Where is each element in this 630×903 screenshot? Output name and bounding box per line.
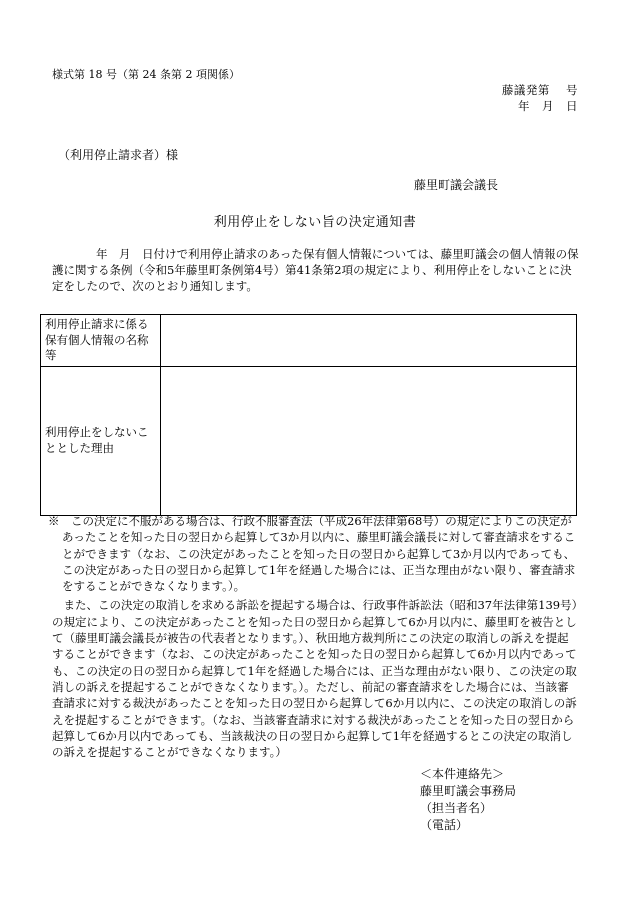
row2-label: 利用停止をしないこととした理由	[41, 366, 161, 515]
table-row	[41, 315, 577, 367]
addressee: （利用停止請求者）様	[58, 148, 179, 162]
table-row	[41, 366, 577, 515]
note-lawsuit: また、この決定の取消しを求める訴訟を提起する場合は、行政事件訴訟法（昭和37年法律第139号）の規定により、この決定があったことを知った日の翌日から起算して6か月以内に、藤里町を被告として（藤里町議会議長が被告の代表者となります。）、秋田地方裁判所にこの決定の取消しの訴えを提起することができます（なお、この決定があったことを知った日の翌日から起算して6か月以内であっても、この決定の日の翌日から起算して1年を経過した場合には、正当な理由がない限り、この決定の取消しの訴えを提起することができなくなります。）。ただし、前記の審査請求をした場合には、当該審査請求に対する裁決があったことを知った日の翌日から起算して6か月以内に、この決定の取消しの訴えを提起することができます。（なお、当該審査請求に対する裁決があったことを知った日の翌日から起算して6か月以内であっても、当該裁決の日の翌日から起算して1年を経過するとこの決定の取消しの訴えを提起することができなくなります。）	[52, 598, 578, 760]
document-title: 利用停止をしない旨の決定通知書	[213, 215, 417, 230]
form-number: 様式第 18 号（第 24 条第 2 項関係）	[52, 68, 240, 81]
contact-block	[420, 766, 516, 834]
row1-label: 利用停止請求に係る保有個人情報の名称等	[41, 315, 161, 367]
document-number: 藤議発第 号	[501, 83, 578, 97]
sender: 藤里町議会議長	[414, 178, 499, 192]
note-appeal: ※ この決定に不服がある場合は、行政不服審査法（平成26年法律第68号）の規定によりこの決定があったことを知った日の翌日から起算して3か月以内に、藤里町議会議長に対して審査請求をすることができます（なお、この決定があったことを知った日の翌日から起算して3か月以内であっても、この決定があった日の翌日から起算して1年を経過した場合には、正当な理由がない限り、審査請求をすることができなくなります。）。	[48, 514, 576, 594]
body-date-prefix: 年 月 日付けで	[96, 247, 188, 261]
contact-person: （担当者名）	[420, 801, 493, 815]
row1-value	[161, 315, 577, 367]
body-paragraph	[52, 246, 580, 294]
row2-value	[161, 366, 577, 515]
notes	[48, 513, 580, 760]
contact-phone: （電話）	[420, 818, 469, 832]
contact-office: 藤里町議会事務局	[420, 784, 517, 798]
body-text: 利用停止請求のあった保有個人情報については、藤里町議会の個人情報の保護に関する条例（令和5年藤里町条例第4号）第41条第2項の規定により、利用停止をしないことに決定をしたので、次のとおり通知します。	[52, 247, 579, 293]
document-date: 年 月 日	[518, 99, 578, 113]
contact-heading: ＜本件連絡先＞	[420, 767, 505, 781]
info-table	[40, 314, 577, 516]
